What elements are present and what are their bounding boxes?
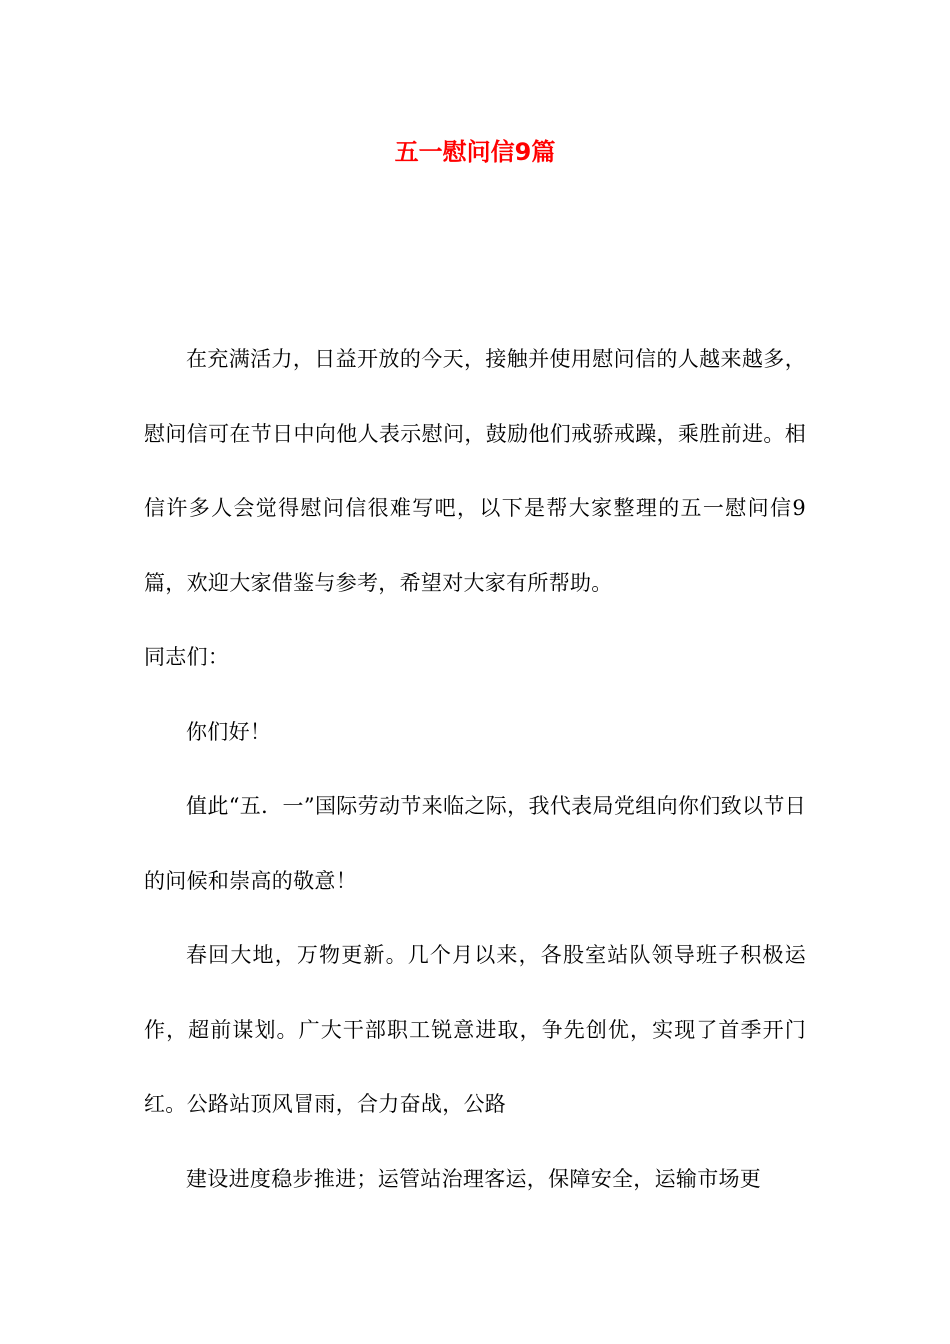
holiday-greeting-paragraph: 值此“五．一”国际劳动节来临之际，我代表局党组向你们致以节日的问候和崇高的敬意！: [144, 794, 806, 893]
intro-paragraph: 在充满活力，日益开放的今天，接触并使用慰问信的人越来越多，慰问信可在节日中向他人表示慰问，鼓励他们戒骄戒躁，乘胜前进。相信许多人会觉得慰问信很难写吧，以下是帮大家整理的五一慰问信9篇，欢迎大家借鉴与参考，希望对大家有所帮助。: [144, 347, 806, 595]
salutation: 同志们：: [144, 645, 230, 669]
continued-paragraph: 建设进度稳步推进；运管站治理客运，保障安全，运输市场更: [186, 1166, 762, 1191]
document-body: [144, 322, 806, 1216]
document-title: 五一慰问信9篇: [394, 138, 556, 166]
greeting: 你们好！: [186, 719, 272, 744]
achievements-paragraph: 春回大地，万物更新。几个月以来，各股室站队领导班子积极运作，超前谋划。广大干部职工锐意进取，争先创优，实现了首季开门红。公路站顶风冒雨，合力奋战，公路: [144, 943, 806, 1116]
